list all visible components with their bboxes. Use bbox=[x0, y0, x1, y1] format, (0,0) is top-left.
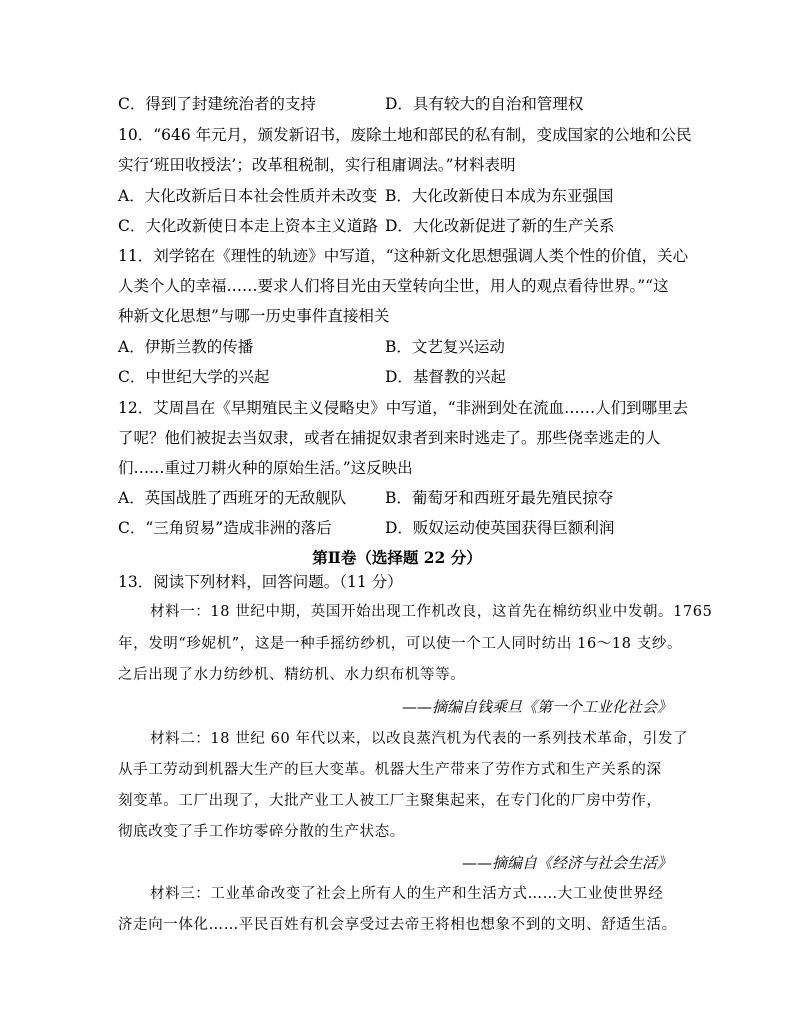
section-2-title: 第Ⅱ卷（选择题 22 分） bbox=[312, 548, 482, 567]
q11-option-b: B．文艺复兴运动 bbox=[385, 338, 505, 356]
material1-line2: 年，发明“珍妮机”，这是一种手摇纺纱机，可以使一个工人同时纺出 16～18 支纱。 bbox=[118, 636, 683, 652]
material2-line1: 材料二：18 世纪 60 年代以来，以改良蒸汽机为代表的一系列技术革命，引发了 bbox=[150, 731, 689, 747]
q10-option-c: C．大化改新使日本走上资本主义道路 bbox=[118, 217, 378, 235]
q12-stem-line2: 了呢？他们被捉去当奴隶，或者在捕捉奴隶者到来时逃走了。那些侥幸逃走的人 bbox=[118, 429, 661, 447]
q10-stem-line1: 10．“646 年元月，颁发新诏书，废除土地和部民的私有制，变成国家的公地和公民 bbox=[118, 126, 692, 144]
material1-line3: 之后出现了水力纺纱机、精纺机、水力织布机等等。 bbox=[118, 667, 466, 683]
material2-line2: 从手工劳动到机器大生产的巨大变革。机器大生产带来了劳作方式和生产关系的深 bbox=[118, 762, 662, 778]
q12-option-d: D．贩奴运动使英国获得巨额利润 bbox=[385, 519, 615, 537]
q9-option-d: D．具有较大的自治和管理权 bbox=[385, 95, 584, 113]
q11-stem-line2: 人类个人的幸福……要求人们将目光由天堂转向尘世，用人的观点看待世界。”“这 bbox=[118, 277, 669, 295]
material2-source: ——摘编自《经济与社会生活》 bbox=[461, 854, 672, 872]
material3-line2: 济走向一体化……平民百姓有机会享受过去帝王将相也想象不到的文明、舒适生活。 bbox=[118, 917, 677, 933]
q12-option-b: B．葡萄牙和西班牙最先殖民掠夺 bbox=[385, 489, 614, 507]
q12-stem-line1: 12．艾周昌在《早期殖民主义侵略史》中写道，“非洲到处在流血……人们到哪里去 bbox=[118, 399, 689, 417]
material2-line3: 刻变革。工厂出现了，大批产业工人被工厂主聚集起来，在专门化的厂房中劳作， bbox=[118, 793, 662, 809]
q11-option-a: A．伊斯兰教的传播 bbox=[118, 338, 254, 356]
q12-stem-line3: 们……重过刀耕火种的原始生活。”这反映出 bbox=[118, 459, 413, 477]
q10-option-b: B．大化改新使日本成为东亚强国 bbox=[385, 187, 614, 205]
material1-source: ——摘编自钱乘旦《第一个工业化社会》 bbox=[401, 698, 672, 716]
q10-option-d: D．大化改新促进了新的生产关系 bbox=[385, 217, 615, 235]
q11-stem-line3: 种新文化思想”与哪一历史事件直接相关 bbox=[118, 307, 390, 325]
q10-option-a: A．大化改新后日本社会性质并未改变 bbox=[118, 187, 378, 205]
q12-option-c: C．“三角贸易”造成非洲的落后 bbox=[118, 519, 332, 537]
material3-line1: 材料三：工业革命改变了社会上所有人的生产和生活方式……大工业使世界经 bbox=[150, 886, 664, 902]
q11-option-d: D．基督教的兴起 bbox=[385, 368, 506, 386]
material2-line4: 彻底改变了手工作坊零碎分散的生产状态。 bbox=[118, 824, 405, 840]
q13-stem: 13．阅读下列材料，回答问题。（11 分） bbox=[118, 573, 403, 591]
q11-stem-line1: 11．刘学铭在《理性的轨迹》中写道，“这种新文化思想强调人类个性的价值，关心 bbox=[118, 247, 689, 265]
q12-option-a: A．英国战胜了西班牙的无敌舰队 bbox=[118, 489, 347, 507]
material1-line1: 材料一：18 世纪中期，英国开始出现工作机改良，这首先在棉纺织业中发朝。1765 bbox=[150, 604, 713, 620]
q11-option-c: C．中世纪大学的兴起 bbox=[118, 368, 270, 386]
q10-stem-line2: 实行‘班田收授法’；改革租税制，实行租庸调法。”材料表明 bbox=[118, 156, 516, 174]
q9-option-c: C．得到了封建统治者的支持 bbox=[118, 95, 316, 113]
